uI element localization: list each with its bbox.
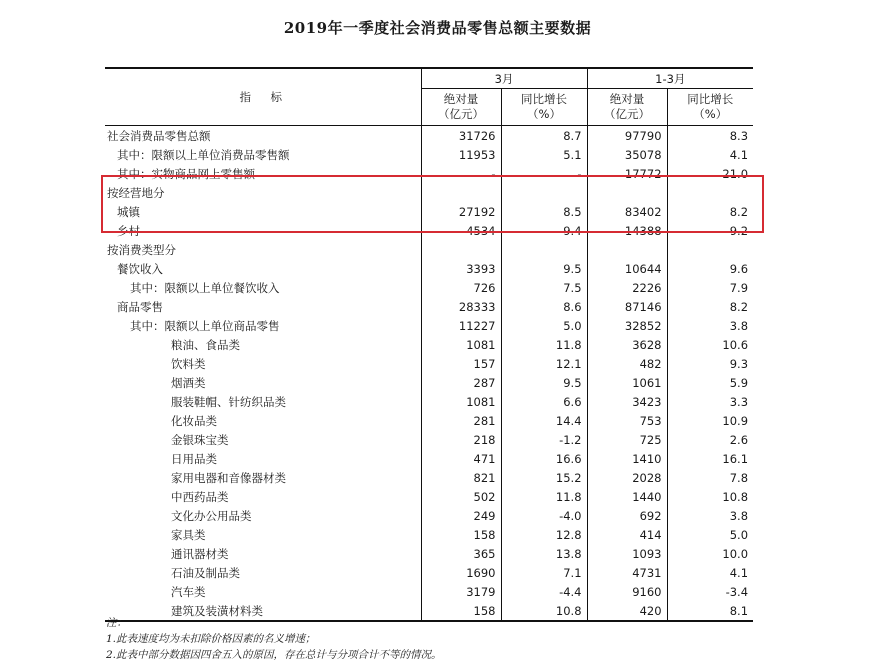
cell-q-abs: 3423: [587, 392, 667, 411]
march-yoy-header: 同比增长 （%）: [501, 89, 587, 126]
cell-q-yoy: [667, 240, 753, 259]
cell-q-abs: 753: [587, 411, 667, 430]
table-row: [105, 297, 753, 316]
cell-q-abs: 9160: [587, 582, 667, 601]
table-row: [105, 563, 753, 582]
footnotes: [106, 615, 442, 663]
cell-q-abs: 14388: [587, 221, 667, 240]
cell-m-abs: 726: [421, 278, 501, 297]
row-label: 社会消费品零售总额: [107, 128, 211, 143]
cell-m-abs: 3179: [421, 582, 501, 601]
cell-m-yoy: 9.5: [501, 373, 587, 392]
note-item: 2.此表中部分数据因四舍五入的原因，存在总计与分项合计不等的情况。: [106, 649, 442, 661]
cell-q-abs: 2028: [587, 468, 667, 487]
row-label: 城镇: [117, 204, 140, 219]
table-row: [105, 506, 753, 525]
table-row: [105, 240, 753, 259]
cell-q-abs: [587, 240, 667, 259]
row-label: 石油及制品类: [171, 565, 240, 580]
cell-m-abs: 1081: [421, 392, 501, 411]
table-row: [105, 430, 753, 449]
cell-m-yoy: -: [501, 164, 587, 183]
cell-q-abs: 4731: [587, 563, 667, 582]
table-row: [105, 487, 753, 506]
cell-m-yoy: 8.5: [501, 202, 587, 221]
row-label: 建筑及装潢材料类: [105, 601, 421, 621]
cell-q-abs: 17772: [587, 164, 667, 183]
cell-q-yoy: 3.8: [667, 506, 753, 525]
cell-m-yoy: 9.4: [501, 221, 587, 240]
table-row: [105, 411, 753, 430]
table-row: [105, 392, 753, 411]
row-label: 家具类: [171, 527, 206, 542]
cell-q-abs: 97790: [587, 126, 667, 146]
row-label: 其中：限额以上单位商品零售: [130, 318, 280, 333]
cell-m-abs: -: [421, 164, 501, 183]
cell-q-abs: 420: [587, 601, 667, 621]
cell-q-yoy: 7.8: [667, 468, 753, 487]
cell-q-abs: 1440: [587, 487, 667, 506]
cell-m-yoy: 6.6: [501, 392, 587, 411]
cell-q-yoy: 5.0: [667, 525, 753, 544]
table-row: [105, 316, 753, 335]
table-row: [105, 354, 753, 373]
row-label: 文化办公用品类: [171, 508, 252, 523]
retail-sales-table: [105, 67, 753, 622]
cell-m-yoy: 5.1: [501, 145, 587, 164]
row-label: 按经营地分: [107, 185, 165, 200]
cell-q-abs: 2226: [587, 278, 667, 297]
table-row: [105, 335, 753, 354]
cell-q-yoy: 9.3: [667, 354, 753, 373]
cell-m-yoy: 12.1: [501, 354, 587, 373]
cell-q-abs: 83402: [587, 202, 667, 221]
page-title: 2019年一季度社会消费品零售总额主要数据: [283, 19, 592, 37]
cell-q-yoy: -3.4: [667, 582, 753, 601]
row-label: 汽车类: [171, 584, 206, 599]
cell-q-abs: 3628: [587, 335, 667, 354]
march-header: 3月: [421, 68, 587, 89]
row-label: 服装鞋帽、针纺织品类: [171, 394, 286, 409]
cell-q-abs: 725: [587, 430, 667, 449]
cell-q-abs: 32852: [587, 316, 667, 335]
table-row: [105, 525, 753, 544]
cell-m-yoy: [501, 240, 587, 259]
cell-m-yoy: -4.0: [501, 506, 587, 525]
cell-q-abs: 692: [587, 506, 667, 525]
cell-m-abs: 11953: [421, 145, 501, 164]
indicator-header: 指 标: [239, 90, 286, 104]
cell-m-yoy: 13.8: [501, 544, 587, 563]
row-label: 其中：限额以上单位餐饮收入: [130, 280, 280, 295]
cell-q-abs: 87146: [587, 297, 667, 316]
cell-m-abs: [421, 240, 501, 259]
row-label: 粮油、食品类: [171, 337, 240, 352]
table-row: [105, 278, 753, 297]
cell-q-yoy: 10.0: [667, 544, 753, 563]
table-row: [105, 468, 753, 487]
cell-m-yoy: 14.4: [501, 411, 587, 430]
cell-m-abs: 471: [421, 449, 501, 468]
row-label: 烟酒类: [171, 375, 206, 390]
cell-q-yoy: 3.8: [667, 316, 753, 335]
table-row: [105, 373, 753, 392]
cell-q-yoy: 21.0: [667, 164, 753, 183]
cell-q-abs: 1410: [587, 449, 667, 468]
note-item: 1.此表速度均为未扣除价格因素的名义增速；: [106, 633, 316, 645]
cell-q-yoy: 3.3: [667, 392, 753, 411]
cell-q-yoy: 5.9: [667, 373, 753, 392]
cell-q-yoy: 4.1: [667, 563, 753, 582]
cell-m-yoy: 8.7: [501, 126, 587, 146]
cell-q-abs: 10644: [587, 259, 667, 278]
q1-header: 1-3月: [587, 68, 753, 89]
cell-q-yoy: 8.1: [667, 601, 753, 621]
row-label: 化妆品类: [171, 413, 217, 428]
cell-m-yoy: 5.0: [501, 316, 587, 335]
cell-m-abs: 158: [421, 525, 501, 544]
cell-m-abs: 1081: [421, 335, 501, 354]
cell-q-abs: 35078: [587, 145, 667, 164]
cell-m-abs: 365: [421, 544, 501, 563]
table-header: [105, 68, 753, 126]
cell-q-yoy: 9.6: [667, 259, 753, 278]
row-label: 通讯器材类: [171, 546, 229, 561]
table-row: [105, 449, 753, 468]
q1-yoy-header: 同比增长 （%）: [667, 89, 753, 126]
row-label: 按消费类型分: [107, 242, 176, 257]
cell-m-abs: 31726: [421, 126, 501, 146]
row-label: 饮料类: [171, 356, 206, 371]
table-row: [105, 145, 753, 164]
cell-q-yoy: 8.2: [667, 297, 753, 316]
cell-q-abs: 1061: [587, 373, 667, 392]
cell-m-abs: 11227: [421, 316, 501, 335]
row-label: 餐饮收入: [117, 261, 163, 276]
cell-m-abs: 27192: [421, 202, 501, 221]
row-label: 商品零售: [117, 299, 163, 314]
cell-m-abs: 28333: [421, 297, 501, 316]
cell-q-yoy: 10.8: [667, 487, 753, 506]
row-label: 家用电器和音像器材类: [171, 470, 286, 485]
table-row: [105, 544, 753, 563]
cell-q-yoy: 2.6: [667, 430, 753, 449]
cell-m-abs: 281: [421, 411, 501, 430]
cell-m-abs: 218: [421, 430, 501, 449]
cell-q-yoy: 10.9: [667, 411, 753, 430]
cell-q-yoy: 16.1: [667, 449, 753, 468]
cell-m-abs: 157: [421, 354, 501, 373]
cell-m-yoy: 16.6: [501, 449, 587, 468]
cell-q-yoy: 9.2: [667, 221, 753, 240]
cell-m-abs: 287: [421, 373, 501, 392]
table-row: [105, 259, 753, 278]
row-label: 其中：限额以上单位消费品零售额: [117, 147, 290, 162]
cell-m-yoy: 9.5: [501, 259, 587, 278]
cell-q-yoy: 7.9: [667, 278, 753, 297]
row-label: 中西药品类: [171, 489, 229, 504]
cell-m-yoy: -4.4: [501, 582, 587, 601]
march-abs-header: 绝对量 （亿元）: [421, 89, 501, 126]
cell-m-yoy: 11.8: [501, 335, 587, 354]
q1-abs-header: 绝对量 （亿元）: [587, 89, 667, 126]
cell-m-yoy: 10.8: [501, 601, 587, 621]
cell-m-yoy: 12.8: [501, 525, 587, 544]
cell-q-yoy: 8.3: [667, 126, 753, 146]
cell-q-yoy: 10.6: [667, 335, 753, 354]
row-label: 其中：实物商品网上零售额: [117, 166, 255, 181]
cell-m-abs: 249: [421, 506, 501, 525]
cell-m-abs: 821: [421, 468, 501, 487]
table-row: [105, 582, 753, 601]
cell-m-yoy: 8.6: [501, 297, 587, 316]
cell-m-yoy: 7.5: [501, 278, 587, 297]
cell-m-abs: 1690: [421, 563, 501, 582]
row-label: 日用品类: [171, 451, 217, 466]
row-label: 金银珠宝类: [171, 432, 229, 447]
cell-q-yoy: 8.2: [667, 202, 753, 221]
cell-m-yoy: 11.8: [501, 487, 587, 506]
cell-m-abs: 3393: [421, 259, 501, 278]
cell-q-abs: 482: [587, 354, 667, 373]
cell-q-yoy: 4.1: [667, 145, 753, 164]
cell-m-yoy: 7.1: [501, 563, 587, 582]
cell-m-abs: 158: [421, 601, 501, 621]
cell-q-abs: 414: [587, 525, 667, 544]
cell-m-abs: 502: [421, 487, 501, 506]
cell-q-abs: 1093: [587, 544, 667, 563]
cell-m-yoy: 15.2: [501, 468, 587, 487]
cell-m-yoy: -1.2: [501, 430, 587, 449]
highlight-box: [101, 175, 764, 233]
cell-m-abs: 4534: [421, 221, 501, 240]
table-row: [105, 126, 753, 146]
note-heading: 注：: [106, 617, 127, 629]
row-label: 乡村: [117, 223, 140, 238]
